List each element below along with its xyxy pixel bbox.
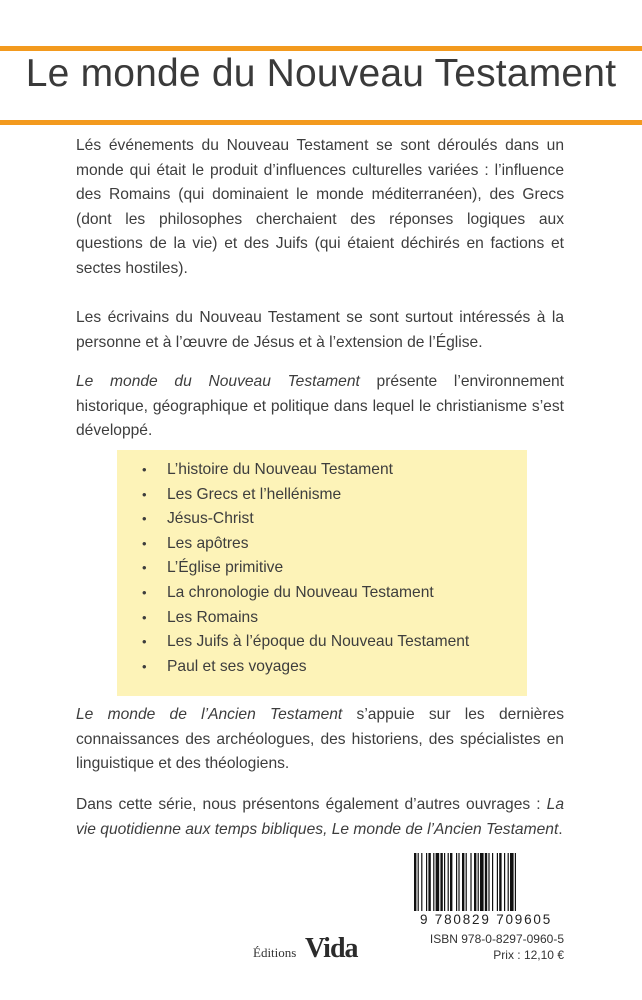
bullet-icon: • xyxy=(142,560,147,576)
related-title-italic: Le monde de l’Ancien Testament xyxy=(76,706,343,723)
list-item xyxy=(117,458,527,483)
list-item-label: L’Église primitive xyxy=(167,559,284,577)
bullet-icon: • xyxy=(142,486,147,502)
barcode-digits: 9 780829 709605 xyxy=(419,912,553,927)
page-title: Le monde du Nouveau Testament xyxy=(25,52,617,95)
series-titles-italic: La vie quotidienne aux temps bibliques, Le monde de l’Ancien Testament xyxy=(76,796,564,838)
list-item-label: Jésus-Christ xyxy=(167,510,254,528)
top-orange-rule xyxy=(0,46,642,51)
bullet-icon: • xyxy=(142,462,147,477)
list-item-label: Les Juifs à l’époque du Nouveau Testament xyxy=(167,633,470,651)
list-item xyxy=(117,556,527,581)
list-item xyxy=(117,581,527,606)
list-item-label: Les Romains xyxy=(167,608,259,626)
topics-list xyxy=(117,450,527,679)
list-item xyxy=(117,630,527,655)
paragraph-series-lead: Dans cette série, nous présentons également d’autres ouvrages : xyxy=(76,796,547,813)
paragraph-series xyxy=(76,793,564,842)
paragraph-series-end: . xyxy=(558,820,563,838)
barcode-icon xyxy=(410,853,562,913)
bullet-icon: • xyxy=(142,584,147,600)
bullet-icon: • xyxy=(142,535,147,551)
list-item-label: L’histoire du Nouveau Testament xyxy=(167,461,393,478)
list-item-label: Les apôtres xyxy=(167,534,249,552)
paragraph-writers: Les écrivains du Nouveau Testament se sont surtout intéressés à la personne et à l’œuvre de Jésus et à l’extension de l’Église. xyxy=(76,309,564,351)
book-title-italic: Le monde du Nouveau Testament xyxy=(76,373,360,390)
price-label: Prix : 12,10 € xyxy=(493,948,564,962)
bullet-icon: • xyxy=(142,511,147,527)
list-item-label: La chronologie du Nouveau Testament xyxy=(167,583,434,601)
list-item xyxy=(117,483,527,508)
bullet-icon: • xyxy=(142,609,147,625)
bottom-orange-rule xyxy=(0,120,642,125)
paragraph-presentation-text: présente l’environnement historique, géographique et politique dans lequel le christianisme s’est développé. xyxy=(76,373,564,439)
list-item-label: Les Grecs et l’hellénisme xyxy=(167,485,342,503)
publisher-editions-label: Éditions xyxy=(253,945,297,960)
paragraph-intro: Lés événements du Nouveau Testament se sont déroulés dans un monde qui était le produit d’influences culturelles variées : l’influence des Romains (qui dominaient le monde méditerranéen), des Grecs (dont les philosophes cherchaient des réponses logiques aux questions de la vie) et des Juifs (qui étaient déchirés en factions et sectes hostiles). xyxy=(76,137,564,277)
topics-box xyxy=(117,450,527,696)
vida-logo-icon: Vida xyxy=(305,933,358,964)
list-item xyxy=(117,606,527,631)
list-item-label: Paul et ses voyages xyxy=(167,657,307,675)
list-item xyxy=(117,507,527,532)
paragraph-sources xyxy=(76,703,564,777)
paragraph-sources-text: s’appuie sur les dernières connaissances des archéologues, des historiens, des spécialistes en linguistique et des théologiens. xyxy=(76,706,565,772)
bullet-icon: • xyxy=(142,658,147,674)
list-item xyxy=(117,655,527,680)
isbn-label: ISBN 978-0-8297-0960-5 xyxy=(429,932,564,946)
bullet-icon: • xyxy=(142,634,147,650)
paragraph-presentation xyxy=(76,370,564,444)
publisher-logo xyxy=(245,935,385,975)
list-item xyxy=(117,532,527,557)
